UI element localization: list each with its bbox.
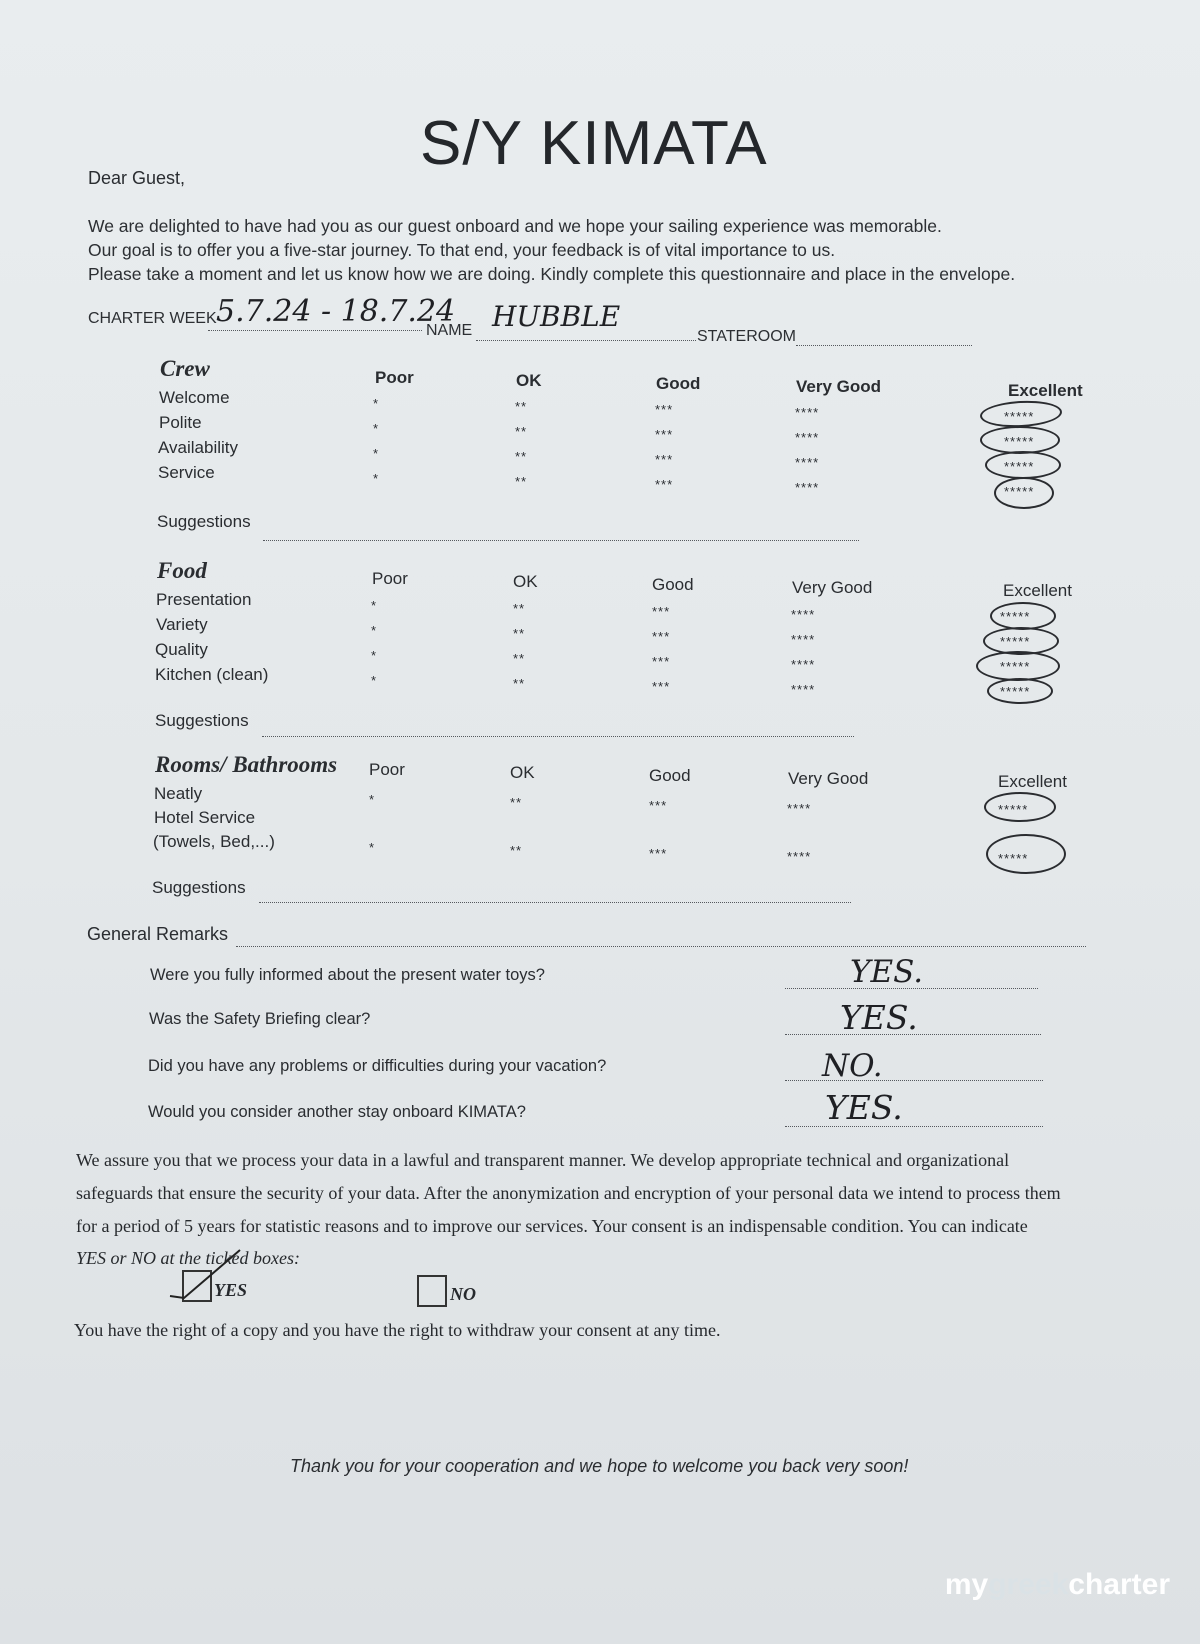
rating-option-selected[interactable]: ***** (1004, 409, 1035, 424)
crew-suggestions-label: Suggestions (157, 512, 251, 531)
general-remarks-label: General Remarks (87, 924, 229, 944)
rating-option-selected[interactable]: ***** (1000, 634, 1031, 649)
food-item-variety: Variety (156, 615, 208, 634)
consent-line-2: safeguards that ensure the security of your data. After the anonymization and encryption of your personal data we intend to process them (76, 1183, 1061, 1203)
col-very-good: Very Good (796, 377, 882, 396)
col-very-good: Very Good (792, 578, 873, 597)
rating-option[interactable]: ** (513, 676, 526, 691)
rating-option[interactable]: *** (652, 679, 671, 694)
rating-option[interactable]: **** (795, 430, 820, 445)
answer-another-stay[interactable]: YES. (825, 1088, 903, 1127)
rating-option[interactable]: **** (787, 801, 812, 816)
rating-option[interactable]: **** (795, 455, 820, 470)
rating-option[interactable]: ** (510, 843, 523, 858)
col-ok: OK (516, 371, 542, 390)
rating-option[interactable]: * (373, 471, 380, 486)
rating-option[interactable]: **** (791, 657, 816, 672)
selection-circle (979, 399, 1062, 429)
rating-option[interactable]: * (369, 792, 376, 807)
rating-option[interactable]: ** (510, 795, 523, 810)
rating-option[interactable]: ** (515, 399, 528, 414)
rating-option[interactable]: **** (791, 632, 816, 647)
crew-item-polite: Polite (159, 413, 202, 432)
question-safety-briefing: Was the Safety Briefing clear? (149, 1010, 371, 1028)
rating-option[interactable]: **** (791, 607, 816, 622)
rating-option[interactable]: *** (652, 604, 671, 619)
rating-option[interactable]: *** (652, 654, 671, 669)
rating-option-selected[interactable]: ***** (1004, 434, 1035, 449)
rating-option[interactable]: * (373, 421, 380, 436)
selection-circle (980, 426, 1060, 454)
answer-water-toys[interactable]: YES. (850, 954, 924, 990)
consent-line-1: We assure you that we process your data in a lawful and transparent manner. We develop appropriate technical and organizational (76, 1150, 1010, 1170)
food-item-presentation: Presentation (156, 590, 252, 609)
question-water-toys: Were you fully informed about the present water toys? (150, 966, 545, 984)
rating-option-selected[interactable]: ***** (1000, 659, 1031, 674)
consent-withdraw: You have the right of a copy and you have the right to withdraw your consent at any time. (74, 1320, 721, 1340)
consent-no-label: NO (450, 1284, 476, 1304)
crew-item-welcome: Welcome (159, 388, 230, 407)
col-good: Good (652, 575, 694, 594)
rating-option[interactable]: * (373, 446, 380, 461)
food-item-quality: Quality (155, 640, 208, 659)
consent-line-3: for a period of 5 years for statistic reasons and to improve our services. Your consent is an indispensable condition. You can indicate (76, 1216, 1028, 1236)
name-label: NAME (426, 322, 473, 339)
name-value[interactable]: HUBBLE (492, 300, 621, 333)
rating-option[interactable]: *** (655, 427, 674, 442)
selection-circle (976, 651, 1060, 681)
col-excellent: Excellent (1003, 581, 1072, 600)
rating-option[interactable]: * (371, 648, 378, 663)
selection-circle (990, 602, 1056, 630)
crew-item-availability: Availability (158, 438, 239, 457)
food-suggestions-line[interactable] (262, 736, 854, 737)
rating-option[interactable]: **** (795, 480, 820, 495)
consent-no-checkbox[interactable] (417, 1275, 447, 1307)
rating-option-selected[interactable]: ***** (1000, 684, 1031, 699)
rating-option[interactable]: ** (513, 601, 526, 616)
brand-watermark: mygreekcharter (944, 1568, 1170, 1601)
rating-option-selected[interactable]: ***** (998, 851, 1029, 866)
col-excellent: Excellent (1008, 381, 1083, 400)
rating-option-selected[interactable]: ***** (998, 802, 1029, 817)
col-good: Good (649, 766, 691, 785)
rating-option-selected[interactable]: ***** (1004, 459, 1035, 474)
charter-week-label: CHARTER WEEK (88, 310, 217, 327)
rooms-item-neatly: Neatly (154, 784, 203, 803)
rooms-suggestions-line[interactable] (259, 902, 851, 903)
rating-option[interactable]: *** (652, 629, 671, 644)
rooms-suggestions-label: Suggestions (152, 878, 246, 897)
rooms-item-hotel-service: Hotel Service (154, 808, 256, 827)
food-suggestions-label: Suggestions (155, 711, 249, 730)
rating-option[interactable]: ** (515, 474, 528, 489)
food-item-kitchen: Kitchen (clean) (155, 665, 269, 684)
intro-line-2: Our goal is to offer you a five-star journey. To that end, your feedback is of vital importance to us. (88, 240, 836, 260)
selection-circle (987, 678, 1053, 704)
rating-option[interactable]: *** (655, 402, 674, 417)
rating-option-selected[interactable]: ***** (1004, 484, 1035, 499)
general-remarks-line[interactable] (236, 946, 1086, 947)
col-excellent: Excellent (998, 772, 1067, 791)
answer-problems[interactable]: NO. (822, 1048, 883, 1084)
rating-option[interactable]: **** (791, 682, 816, 697)
crew-suggestions-line[interactable] (263, 540, 859, 541)
rating-option[interactable]: ** (513, 651, 526, 666)
rating-option[interactable]: * (371, 598, 378, 613)
rating-option[interactable]: ** (513, 626, 526, 641)
document-title: S/Y KIMATA (420, 109, 768, 178)
rooms-item-towels-bed: (Towels, Bed,...) (153, 832, 275, 851)
rating-option[interactable]: *** (649, 798, 668, 813)
selection-circle (994, 477, 1054, 509)
section-title-food: Food (157, 558, 207, 583)
rating-option[interactable]: **** (787, 849, 812, 864)
consent-yes-label: YES (214, 1280, 248, 1300)
section-title-crew: Crew (160, 356, 210, 381)
section-title-rooms: Rooms/ Bathrooms (155, 752, 338, 777)
rating-option[interactable]: ** (515, 449, 528, 464)
greeting: Dear Guest, (88, 168, 186, 188)
rating-option[interactable]: ** (515, 424, 528, 439)
col-poor: Poor (369, 760, 405, 779)
stateroom-label: STATEROOM (697, 328, 796, 345)
rating-option-selected[interactable]: ***** (1000, 609, 1031, 624)
thank-you-note: Thank you for your cooperation and we hope to welcome you back very soon! (290, 1456, 909, 1476)
selection-circle (986, 834, 1066, 874)
rating-option[interactable]: *** (655, 452, 674, 467)
question-problems: Did you have any problems or difficulties during your vacation? (148, 1057, 607, 1075)
selection-circle (985, 451, 1061, 479)
col-good: Good (656, 374, 701, 393)
crew-item-service: Service (158, 463, 215, 482)
rating-option[interactable]: *** (649, 846, 668, 861)
col-ok: OK (510, 763, 535, 782)
rating-option[interactable]: * (371, 673, 378, 688)
rating-option[interactable]: * (369, 840, 376, 855)
col-ok: OK (513, 572, 538, 591)
rating-option[interactable]: **** (795, 405, 820, 420)
question-another-stay: Would you consider another stay onboard KIMATA? (148, 1103, 526, 1121)
intro-line-1: We are delighted to have had you as our guest onboard and we hope your sailing experience was memorable. (88, 216, 942, 236)
rating-option[interactable]: * (371, 623, 378, 638)
selection-circle (984, 792, 1056, 822)
answer-safety-briefing[interactable]: YES. (840, 998, 918, 1037)
col-poor: Poor (372, 569, 408, 588)
charter-week-value[interactable]: 5.7.24 - 18.7.24 (216, 294, 456, 329)
consent-line-4: YES or NO at the ticked boxes: (76, 1248, 300, 1268)
col-very-good: Very Good (788, 769, 869, 788)
intro-line-3: Please take a moment and let us know how we are doing. Kindly complete this questionnaire and place in the envelope. (88, 264, 1016, 284)
consent-yes-checkbox[interactable] (182, 1270, 212, 1302)
rating-option[interactable]: *** (655, 477, 674, 492)
col-poor: Poor (375, 368, 414, 387)
rating-option[interactable]: * (373, 396, 380, 411)
